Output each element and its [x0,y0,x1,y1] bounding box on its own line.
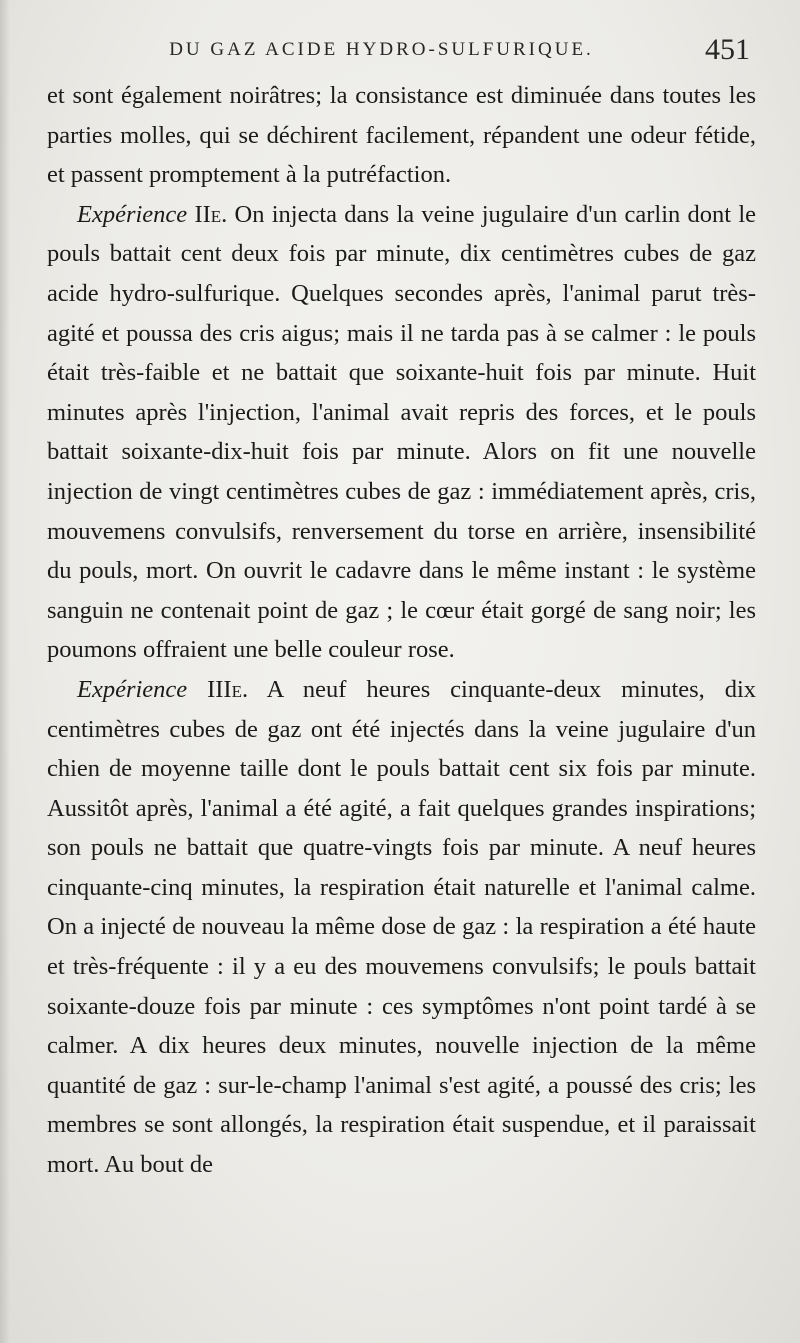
paragraph-experience-2 [47,195,756,670]
experience-number: IIIe. [207,675,249,703]
experience-label: Expérience [77,675,188,703]
page-edge-shadow [0,0,10,1343]
running-head-title: DU GAZ ACIDE HYDRO-SULFURIQUE. [169,39,594,60]
experience-number: IIe. [194,200,228,228]
paragraph-experience-3 [47,670,756,1185]
paragraph-text: A neuf heures cinquante-deux minutes, dix centimètres cubes de gaz ont été injectés dans la veine jugulaire d'un chien de moyenne taille dont le pouls battait cent six fois par minute. Aussitôt après, l'animal a été agité, a fait quelques grandes inspirations; son pouls ne battait que quatre-vingts fois par minute. A neuf heures cinquante-cinq minutes, la respiration était naturelle et l'animal calme. On a injecté de nouveau la même dose de gaz : la respiration a été haute et très-fréquente : il y a eu des mouvemens convulsifs; le pouls battait soixante-douze fois par minute : ces symptômes n'ont point tardé à se calmer. A dix heures deux minutes, nouvelle injection de la même quantité de gaz : sur-le-champ l'animal s'est agité, a poussé des cris; les membres se sont allongés, la respiration était suspendue, et il paraissait mort. Au bout de [47,675,756,1179]
experience-label: Expérience [77,200,188,228]
running-head [47,24,756,76]
body-text [47,76,756,1185]
paragraph-text: et sont également noirâtres; la consistance est diminuée dans toutes les parties molles, qui se déchirent facilement, répandent une odeur fétide, et passent promptement à la putréfaction. [47,82,756,189]
paragraph-continuation [47,76,756,195]
page-number: 451 [705,33,750,66]
paragraph-text: On injecta dans la veine jugulaire d'un carlin dont le pouls battait cent deux fois par minute, dix centimètres cubes de gaz acide hydro-sulfurique. Quelques secondes après, l'animal parut très-agité et poussa des cris aigus; mais il ne tarda pas à se calmer : le pouls était très-faible et ne battait que soixante-huit fois par minute. Huit minutes après l'injection, l'animal avait repris des forces, et le pouls battait soixante-dix-huit fois par minute. Alors on fit une nouvelle injection de vingt centimètres cubes de gaz : immédiatement après, cris, mouvemens convulsifs, renversement du torse en arrière, insensibilité du pouls, mort. On ouvrit le cadavre dans le même instant : le système sanguin ne contenait point de gaz ; le cœur était gorgé de sang noir; les poumons offraient une belle couleur rose. [47,200,756,664]
